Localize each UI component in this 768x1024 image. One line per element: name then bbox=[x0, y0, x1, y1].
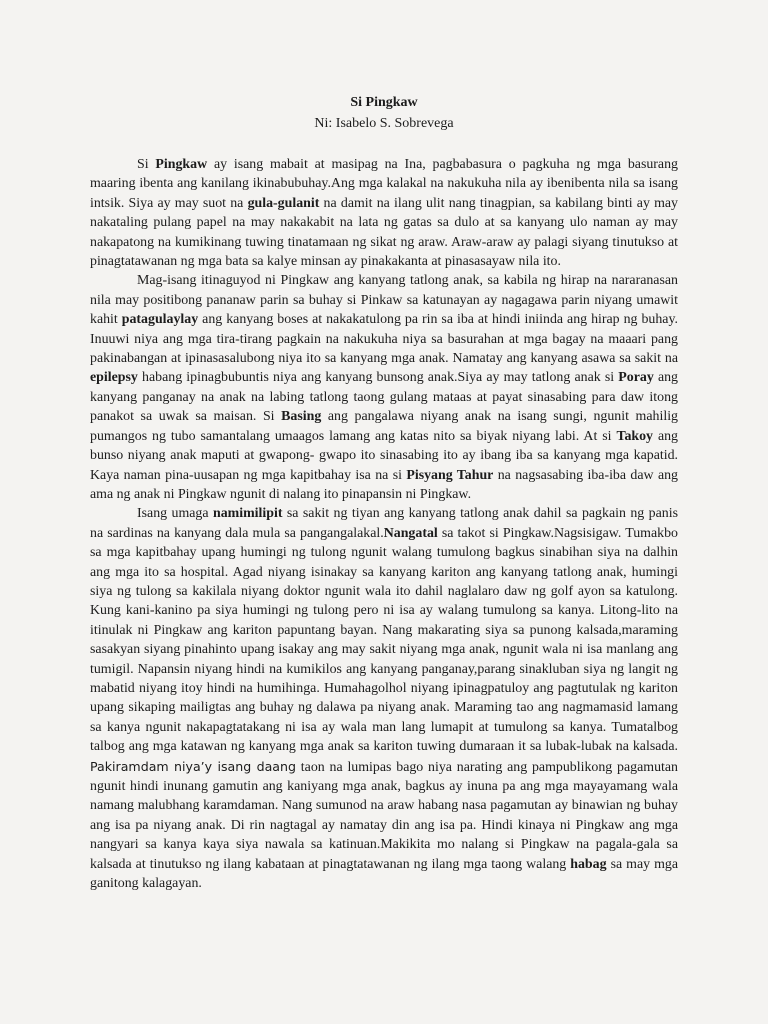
bold-term: Poray bbox=[618, 370, 654, 386]
text-run: sa sakit ng tiyan ang kanyang tatlong anak dahil sa pagkain ng panis na sardinas na kanyang dala mula sa pangangalakal. bbox=[90, 506, 678, 541]
text-run: sa takot si Pingkaw.Nagsisigaw. Tumakbo sa mga kapitbahay upang humingi ng tulong ngunit walang tumulong bagkus sinabihan siya na dalhin ang mga ito sa hospital. Agad niyang isinakay sa kanyang kariton ang kanyang tatlong anak, humingi siya ng tulong sa kakilala niyang doktor ngunit wala ito dahil naglalaro daw ng golf ayon sa katulong. Kung kani-kanino pa siya humingi ng tulong pero ni isa ay walang tumulong sa kanya. Litong-lito na itinulak ni Pingkaw ang kariton papuntang bayan. Nang makarating siya sa punong kalsada,maraming sasakyan siyang pinahinto upang isakay ang may sakit niyang mga anak, ngunit wala ni isa manlang ang tumigil. Napansin niyang hindi na kumikilos ang kanyang panganay,parang sinakluban siya ng langit ng mabatid niyang itoy hindi na humihinga. Humahagolhol niyang ipinagpatuloy ang pagtutulak ng kariton upang sikaping mailigtas ang buhay ng dalawa pa niyang anak. Maraming tao ang nagmamasid lamang sa kanya ngunit nakapagtatakang ni isa ay wala man lang lumapit at tumulong sa kanya. Tumatalbog talbog ang mga katawan ng kanyang mga anak sa kariton tuwing dumaraan it sa lubak-lubak na kalsada. bbox=[90, 525, 678, 755]
text-run: ang pangalawa niyang anak na isang sungi, ngunit mahilig pumangos ng tubo samantalang umaagos lamang ang katas nito sa biyak niyang labi. At si bbox=[90, 409, 678, 444]
text-run: Mag-isang itinaguyod ni Pingkaw ang kanyang tatlong anak, sa kabila ng hirap na nararanasan nila may positibong pananaw parin sa buhay si Pinkaw sa katunayan ay nagagawa parin niyang umawit kahit bbox=[90, 273, 678, 328]
text-run: habang ipinagbubuntis niya ang kanyang bunsong anak.Siya ay may tatlong anak si bbox=[137, 370, 619, 386]
bold-term: patagulaylay bbox=[121, 312, 199, 328]
text-run: ang bunso niyang anak maputi at gwapong- gwapo ito sinasabing ito ay ibang iba sa kanyang mga kapatid. Kaya naman pina-uusapan ng mga kapitbahay isa na si bbox=[90, 428, 679, 483]
text-run: ay isang mabait at masipag na Ina, pagbabasura o pagkuha ng mga basurang maaring ibenta ang kanilang ikinabubuhay.Ang mga kalakal na nakukuha nila ay ibenibenta nila sa isang intsik. Siya ay may suot na bbox=[90, 157, 678, 211]
bold-term: habag bbox=[570, 856, 607, 872]
bold-term: Pisyang Tahur bbox=[406, 467, 494, 483]
text-run: taon na lumipas bago niya narating ang pampublikong pagamutan ngunit hindi inunang gamutin ang kaniyang mga anak, bagkus ay inuna pa ang mga mayayamang wala namang malubhang karamdaman. Nang sumunod na araw habang nasa pagamutan ay binawian ng buhay ang isa pa niyang anak. Di rin nagtagal ay namatay din ang isa pa. Hindi kinaya ni Pingkaw ang mga nangyari sa kanya kaya siya nawala sa katinuan.Makikita mo nalang si Pingkaw na pagala-gala sa kalsada at tinutukso ng ilang kabataan at pinagtatawanan ng ilang mga taong walang bbox=[90, 759, 678, 872]
bold-term: namimilipit bbox=[212, 506, 283, 522]
bold-term: Nangatal bbox=[383, 525, 438, 541]
author-line: Ni: Isabelo S. Sobrevega bbox=[314, 116, 454, 131]
paragraph bbox=[90, 155, 678, 271]
bold-term: Takoy bbox=[616, 428, 654, 444]
bold-term: epilepsy bbox=[90, 370, 138, 386]
paragraph bbox=[90, 504, 678, 893]
text-run: na damit na ilang ulit nang tinagpian, sa kabilang binti ay may nakataling pulang papel na may nakakabit na lata ng gatas sa dulo at sa kanyang ulo naman ay may nakapatong na kumikinang tuwing tinatamaan ng sikat ng araw. Araw-araw ay palagi siyang tinutukso at pinagtatawanan ng mga bata sa kalye minsan ay pinakakanta at pinasasayaw nila ito. bbox=[90, 195, 679, 270]
text-run: ang kanyang boses at nakakatulong pa rin sa iba at hindi iniinda ang hirap ng buhay. Inuuwi niya ang mga tira-tirang pagkain na nakukuha niya sa basurahan at mga bagay na maaari pang pakinabangan at ipinasasalubong niya ito sa kanyang mga anak. Namatay ang kanyang asawa sa sakit na bbox=[90, 312, 678, 367]
story-title: Si Pingkaw bbox=[350, 95, 418, 110]
bold-term: Basing bbox=[281, 409, 322, 425]
story-body bbox=[90, 155, 678, 893]
text-run: Isang umaga bbox=[137, 506, 213, 522]
text-run: Si bbox=[137, 157, 156, 172]
text-run: na nagsasabing iba-iba daw ang ama ng anak ni Pingkaw ngunit di nalang ito pinapansin ni Pingkaw. bbox=[90, 467, 678, 502]
bold-term: gula-gulanit bbox=[247, 195, 320, 211]
text-run: ang kanyang panganay na anak na labing tatlong taong gulang mataas at payat sinasabing para daw itong panakot sa uwak sa maisan. Si bbox=[90, 370, 679, 425]
bold-term: Pingkaw bbox=[155, 157, 208, 172]
paragraph bbox=[90, 271, 678, 504]
text-run: sa may mga ganitong kalagayan. bbox=[90, 856, 678, 892]
text-run: Pakiramdam niya’y isang daang bbox=[90, 758, 296, 774]
